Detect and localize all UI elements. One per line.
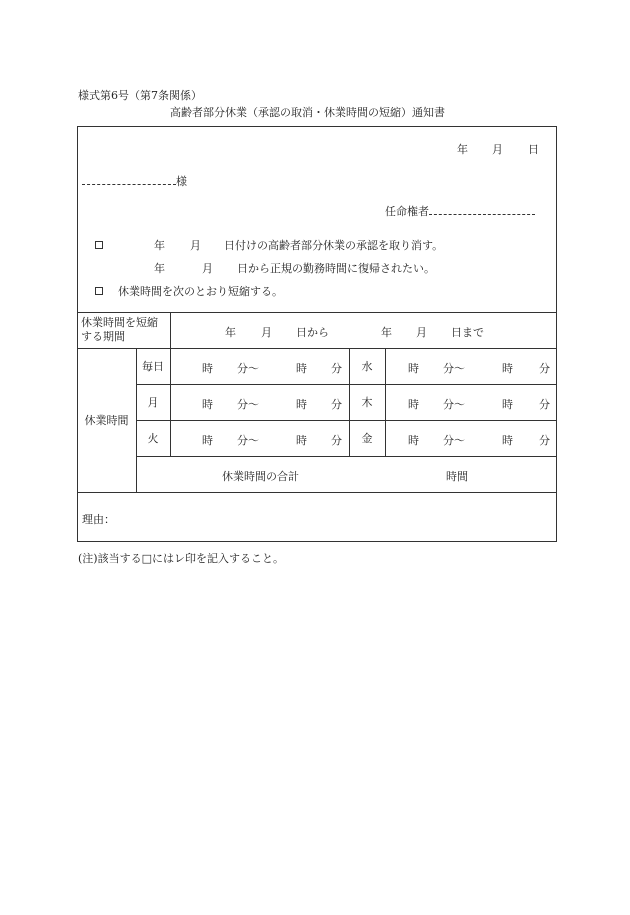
appointer-line[interactable] [385,203,535,219]
total-hours-unit: 時間 [446,470,468,483]
appointer-label: 任命権者 [385,205,429,218]
reason-label: 理由： [82,513,115,526]
time-minute: 分 [331,362,342,375]
day-label-wednesday: 水 [361,360,373,373]
time-minute-from: 分～ [443,398,465,411]
addressee-line[interactable] [82,173,187,189]
time-hour: 時 [202,434,213,447]
time-hour: 時 [502,362,513,375]
period-from-day: 日から [296,326,329,339]
period-to-month: 月 [416,326,427,339]
return-month: 月 [202,262,213,275]
time-hour: 時 [502,398,513,411]
form-number: 様式第6号（第7条関係） [78,89,202,102]
period-to-year: 年 [381,326,392,339]
shorten-checkbox[interactable] [95,285,103,298]
footnote: (注)該当する□にはレ印を記入すること。 [78,552,284,565]
time-hour: 時 [296,434,307,447]
period-label: 休業時間を短縮 する期間 [81,316,158,343]
time-hour: 時 [408,434,419,447]
date-day: 日 [528,143,539,156]
time-hour: 時 [502,434,513,447]
time-hour: 時 [202,362,213,375]
day-label-monday: 月 [147,396,159,409]
day-label-everyday: 毎日 [142,360,164,373]
total-hours-label: 休業時間の合計 [222,470,299,483]
hours-label: 休業時間 [84,414,129,427]
time-minute: 分 [539,362,550,375]
addressee-suffix: 様 [176,175,187,188]
time-hour: 時 [296,398,307,411]
cancel-year: 年 [154,239,165,252]
day-label-friday: 金 [361,432,373,445]
time-minute-from: 分～ [237,362,259,375]
shorten-text: 休業時間を次のとおり短縮する。 [118,285,283,298]
date-year: 年 [457,143,468,156]
time-hour: 時 [202,398,213,411]
time-hour: 時 [408,362,419,375]
time-hour: 時 [296,362,307,375]
period-from-month: 月 [261,326,272,339]
cancel-checkbox[interactable] [95,239,103,252]
day-label-tuesday: 火 [147,432,159,445]
time-minute-from: 分～ [237,434,259,447]
time-minute: 分 [331,434,342,447]
form-title: 高齢者部分休業（承認の取消・休業時間の短縮）通知書 [170,106,445,119]
period-to-day: 日まで [451,326,484,339]
time-minute-from: 分～ [237,398,259,411]
cancel-text: 日付けの高齢者部分休業の承認を取り消す。 [224,239,444,252]
time-minute: 分 [539,398,550,411]
day-label-thursday: 木 [361,396,373,409]
cancel-month: 月 [190,239,201,252]
return-year: 年 [154,262,165,275]
time-hour: 時 [408,398,419,411]
period-from-year: 年 [225,326,236,339]
date-month: 月 [492,143,503,156]
time-minute: 分 [539,434,550,447]
return-text: 日から正規の勤務時間に復帰されたい。 [237,262,435,275]
time-minute-from: 分～ [443,434,465,447]
time-minute-from: 分～ [443,362,465,375]
time-minute: 分 [331,398,342,411]
